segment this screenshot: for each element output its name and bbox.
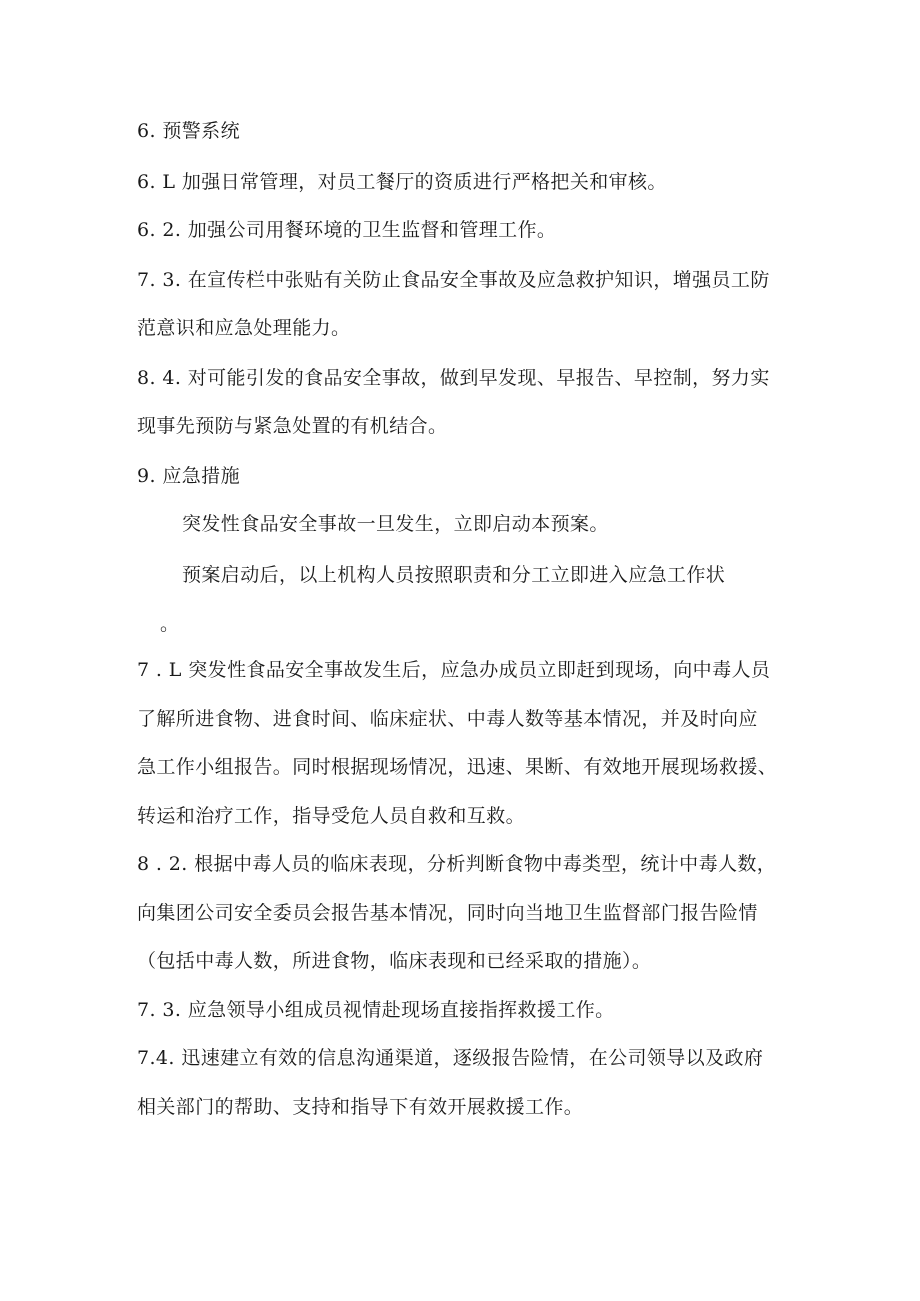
- paragraph-line: 相关部门的帮助、支持和指导下有效开展救援工作。: [137, 1096, 584, 1118]
- paragraph-line: 8 . 2. 根据中毒人员的临床表现，分析判断食物中毒类型，统计中毒人数，: [137, 853, 777, 875]
- paragraph-line: 急工作小组报告。同时根据现场情况，迅速、果断、有效地开展现场救援、: [137, 756, 778, 778]
- paragraph-line: 。: [160, 613, 180, 635]
- paragraph-line: 6. L 加强日常管理，对员工餐厅的资质进行严格把关和审核。: [137, 171, 667, 193]
- paragraph-line: 7. 3. 在宣传栏中张贴有关防止食品安全事故及应急救护知识，增强员工防: [137, 269, 770, 291]
- paragraph-line: 转运和治疗工作，指导受危人员自救和互救。: [137, 805, 526, 827]
- paragraph-line: 范意识和应急处理能力。: [137, 317, 351, 339]
- paragraph-line: 8. 4. 对可能引发的食品安全事故，做到早发现、早报告、早控制，努力实: [137, 367, 770, 389]
- paragraph-line: （包括中毒人数，所进食物，临床表现和已经采取的措施）。: [137, 950, 652, 972]
- paragraph-line: 7.4. 迅速建立有效的信息沟通渠道，逐级报告险情，在公司领导以及政府: [137, 1047, 764, 1069]
- paragraph-line: 向集团公司安全委员会报告基本情况，同时向当地卫生监督部门报告险情: [137, 902, 758, 924]
- paragraph-line: 突发性食品安全事故一旦发生，立即启动本预案。: [182, 513, 609, 535]
- paragraph-line: 7 . L 突发性食品安全事故发生后，应急办成员立即赶到现场，向中毒人员: [137, 659, 771, 681]
- section-heading-emergency-measures: 9. 应急措施: [137, 465, 240, 487]
- paragraph-line: 了解所进食物、进食时间、临床症状、中毒人数等基本情况，并及时向应: [137, 708, 758, 730]
- paragraph-line: 现事先预防与紧急处置的有机结合。: [137, 415, 448, 437]
- paragraph-line: 6. 2. 加强公司用餐环境的卫生监督和管理工作。: [137, 219, 557, 241]
- paragraph-line: 预案启动后，以上机构人员按照职责和分工立即进入应急工作状: [182, 564, 726, 586]
- section-heading-warning-system: 6. 预警系统: [137, 120, 240, 142]
- paragraph-line: 7. 3. 应急领导小组成员视情赴现场直接指挥救援工作。: [137, 999, 615, 1021]
